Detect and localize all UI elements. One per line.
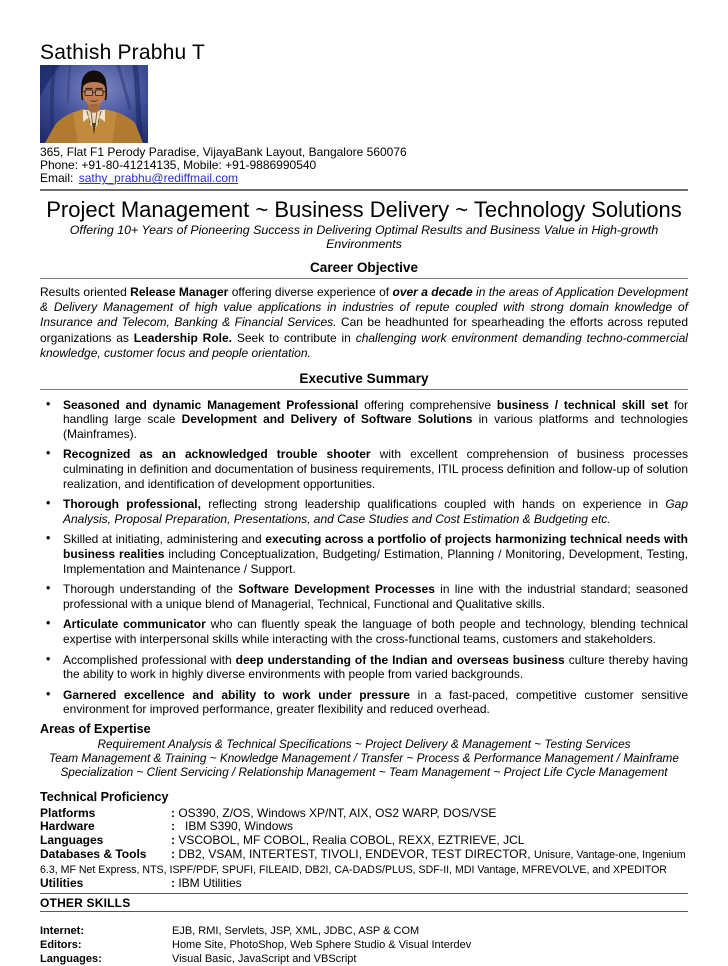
tech-proficiency-label: Hardware xyxy=(40,819,95,834)
tech-proficiency-label: Databases & Tools xyxy=(40,846,147,861)
contact-block xyxy=(40,146,688,186)
other-skills-table xyxy=(40,925,688,966)
text-run: Recognized as an acknowledged trouble shooter xyxy=(63,447,371,462)
text-run: with excellent comprehension of business processes culminating in definition and documentation of business requirements, ITIL process definition and follow-up of solution realization, and identification of development opportunities. xyxy=(63,447,688,491)
expertise-line: Requirement Analysis & Technical Specifications ~ Project Delivery & Management ~ Testing Services xyxy=(97,737,631,752)
text-run: executing across a portfolio of projects harmonizing technical needs with business realities xyxy=(63,532,689,561)
text-run: culture thereby having the ability to work in highly diverse environments with people from varied backgrounds. xyxy=(63,652,689,682)
tech-proficiency-row xyxy=(40,820,688,834)
other-skills-row xyxy=(40,953,688,966)
horizontal-rule xyxy=(40,911,688,912)
text-run: Can be headhunted for spearheading the efforts across reputed organizations as xyxy=(40,315,688,345)
text-run: offering diverse experience of xyxy=(228,284,393,299)
tech-proficiency-label: Platforms xyxy=(40,805,96,820)
text-run: Skilled at initiating, administering and xyxy=(63,532,266,547)
tech-proficiency-row xyxy=(40,807,688,821)
section-heading-areas-of-expertise: Areas of Expertise xyxy=(40,721,151,736)
summary-bullet xyxy=(40,617,688,646)
tech-proficiency-value: VSCOBOL, MF COBOL, Realia COBOL, REXX, EZTRIEVE, JCL xyxy=(175,833,525,848)
summary-bullet xyxy=(40,653,688,682)
horizontal-rule xyxy=(40,189,688,191)
other-skills-value: Visual Basic, JavaScript and VBScript xyxy=(172,952,357,965)
text-run: Seasoned and dynamic Management Professional xyxy=(63,397,359,412)
portrait-photo-image xyxy=(40,65,148,143)
areas-of-expertise-lines xyxy=(40,738,688,779)
other-skills-row xyxy=(40,925,688,939)
text-run: challenging work environment demanding techno-commercial knowledge, customer focus and people orientation. xyxy=(40,330,688,361)
text-run: deep understanding of the Indian and overseas business xyxy=(235,652,565,667)
career-objective-paragraph xyxy=(40,285,688,362)
colon-separator: : xyxy=(171,819,175,834)
summary-bullet xyxy=(40,398,688,442)
headline-subtitle: Offering 10+ Years of Pioneering Success in Delivering Optimal Results and Business Value in High-growth Environments xyxy=(69,222,659,251)
text-run: Leadership Role. xyxy=(133,330,232,345)
email-label: Email: xyxy=(40,171,74,186)
summary-bullet xyxy=(40,582,688,611)
other-skills-label: Internet: xyxy=(40,924,84,937)
section-heading-other-skills: OTHER SKILLS xyxy=(40,895,131,910)
section-heading-technical-proficiency: Technical Proficiency xyxy=(40,790,169,805)
colon-separator: : xyxy=(171,833,175,848)
section-heading-executive-summary: Executive Summary xyxy=(299,370,429,386)
email-link[interactable]: sathy_prabhu@rediffmail.com xyxy=(78,171,239,186)
tech-proficiency-value: DB2, VSAM, INTERTEST, TIVOLI, ENDEVOR, TEST DIRECTOR, xyxy=(175,846,534,861)
tech-proficiency-value: OS390, Z/OS, Windows XP/NT, AIX, OS2 WARP, DOS/VSE xyxy=(175,805,497,820)
text-run: Software Development Processes xyxy=(238,582,435,597)
colon-separator: : xyxy=(171,876,175,891)
text-run: who can fluently speak the language of both people and technology, blending technical expertise with interpersonal skills while interacting with the cross-functional teams, customers and stakeholders. xyxy=(63,617,688,646)
text-run: in a fast-paced, competitive customer sensitive environment for improved performance, greater flexibility and reduced overhead. xyxy=(63,687,689,717)
other-skills-value: EJB, RMI, Servlets, JSP, XML, JDBC, ASP & COM xyxy=(172,924,420,937)
text-run: over a decade xyxy=(392,284,473,299)
summary-bullet xyxy=(40,688,688,717)
technical-proficiency-table xyxy=(40,807,688,891)
text-run: in line with the industrial standard; seasoned professional with a unique blend of Managerial, Technical, Functional and Qualitative skills. xyxy=(63,582,688,611)
text-run: Release Manager xyxy=(130,284,229,299)
summary-bullet xyxy=(40,447,688,491)
text-run: reflecting strong leadership qualifications coupled with hands on experience in xyxy=(200,497,666,512)
text-run: Gap Analysis, Proposal Preparation, Presentations, and Case Studies and Cost Estimation & Budgeting etc. xyxy=(63,497,688,526)
text-run: including Conceptualization, Budgeting/ Estimation, Planning / Monitoring, Development, Testing, Implementation and Maintenance / Support. xyxy=(63,546,688,576)
section-heading-career-objective: Career Objective xyxy=(309,259,419,275)
other-skills-value: Home Site, PhotoShop, Web Sphere Studio & Visual Interdev xyxy=(172,938,472,951)
candidate-photo xyxy=(40,65,148,143)
text-run: Articulate communicator xyxy=(63,617,206,632)
text-run: Development and Delivery of Software Solutions xyxy=(181,412,473,427)
headline-title: Project Management ~ Business Delivery ~ Technology Solutions xyxy=(46,196,682,222)
expertise-line: Specialization ~ Client Servicing / Relationship Management ~ Team Management ~ Project Life Cycle Management xyxy=(60,764,668,779)
tech-proficiency-value: IBM S390, Windows xyxy=(175,819,294,834)
tech-proficiency-row xyxy=(40,877,688,891)
phone-line: Phone: +91-80-41214135, Mobile: +91-9886990540 xyxy=(40,158,317,173)
other-skills-row xyxy=(40,939,688,953)
tech-proficiency-row xyxy=(40,848,688,877)
email-line xyxy=(40,172,688,185)
executive-summary-list xyxy=(40,398,688,717)
text-run: in the areas of Application Development & Delivery Management of high value applications in industries of repute coupled with strong domain knowledge of Insurance and Telecom, Banking & Financial Services. xyxy=(40,284,689,330)
address-line: 365, Flat F1 Perody Paradise, VijayaBank Layout, Bangalore 560076 xyxy=(40,145,407,159)
horizontal-rule xyxy=(40,278,688,279)
text-run: Thorough understanding of the xyxy=(63,582,239,597)
tech-proficiency-value: IBM Utilities xyxy=(175,876,242,891)
horizontal-rule xyxy=(40,893,688,894)
text-run: Garnered excellence and ability to work under pressure xyxy=(63,687,410,702)
summary-bullet xyxy=(40,532,688,576)
text-run: Thorough professional, xyxy=(63,497,201,512)
text-run: Seek to contribute in xyxy=(232,330,356,345)
candidate-name: Sathish Prabhu T xyxy=(40,41,206,64)
tech-proficiency-label: Utilities xyxy=(40,876,84,891)
text-run: business / technical skill set xyxy=(496,397,669,412)
tech-proficiency-value-small: Unisure, Vantage-one, Ingenium 6.3, MF Net Express, NTS, ISPF/PDF, SPUFI, FILEAID, DB2I, CA-DADS/PLUS, SDF-II, MDI Vantage, MFREVOLVE, and XPEDITOR xyxy=(40,848,686,876)
tech-proficiency-row xyxy=(40,834,688,848)
tech-proficiency-label: Languages xyxy=(40,833,104,848)
colon-separator: : xyxy=(171,846,175,861)
colon-separator: : xyxy=(171,805,175,820)
other-skills-label: Editors: xyxy=(40,938,82,951)
text-run: for handling large scale xyxy=(63,397,689,427)
text-run: Results oriented xyxy=(40,284,131,299)
text-run: in various platforms and technologies (Mainframes). xyxy=(63,412,688,441)
text-run: Accomplished professional with xyxy=(63,652,236,667)
summary-bullet xyxy=(40,497,688,526)
other-skills-label: Languages: xyxy=(40,952,102,965)
expertise-line: Team Management & Training ~ Knowledge Management / Transfer ~ Process & Performance Management / Mainframe xyxy=(49,751,679,766)
horizontal-rule xyxy=(40,389,688,390)
text-run: offering comprehensive xyxy=(358,397,497,412)
